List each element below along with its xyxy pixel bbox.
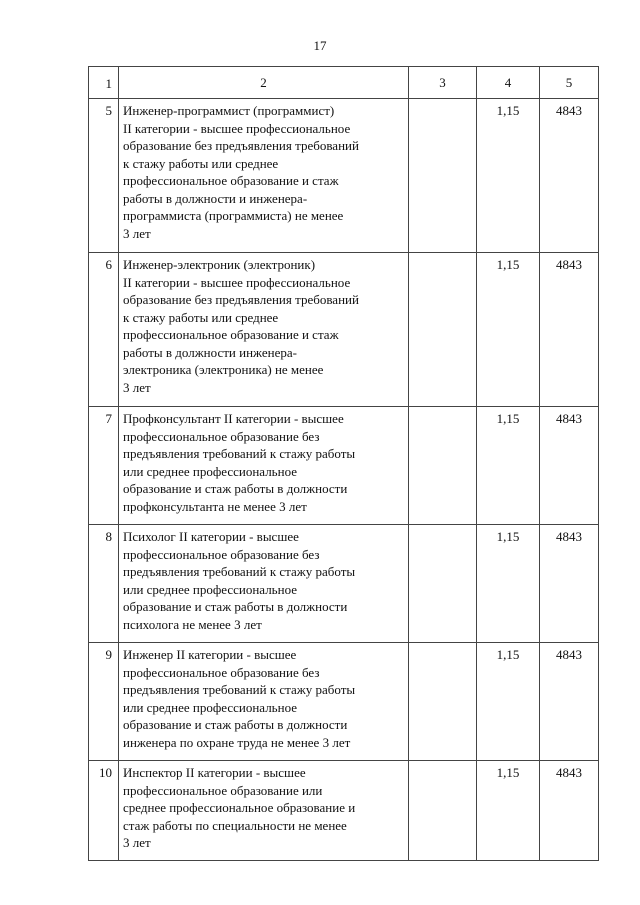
salary-cell: 4843	[540, 407, 599, 525]
coefficient-cell: 1,15	[477, 253, 540, 407]
row-number: 10	[89, 761, 119, 861]
coefficient-cell: 1,15	[477, 761, 540, 861]
salary-cell: 4843	[540, 643, 599, 761]
empty-cell	[409, 253, 477, 407]
table-header-row	[89, 67, 599, 99]
table-row	[89, 761, 599, 861]
empty-cell	[409, 761, 477, 861]
coefficient-cell: 1,15	[477, 99, 540, 253]
position-description: Профконсультант II категории - высшее профессиональное образование без предъявления требований к стажу работы или среднее профессиональное образование и стаж работы в должности профконсультанта не менее 3 лет	[119, 407, 409, 525]
salary-cell: 4843	[540, 525, 599, 643]
header-col-2: 2	[119, 67, 409, 99]
empty-cell	[409, 99, 477, 253]
coefficient-cell: 1,15	[477, 643, 540, 761]
page-number: 17	[313, 38, 327, 53]
header-col-1: 1	[89, 67, 119, 99]
row-number: 6	[89, 253, 119, 407]
table-row	[89, 253, 599, 407]
position-description: Инженер-электроник (электроник) II категории - высшее профессиональное образование без предъявления требований к стажу работы или среднее профессиональное образование и стаж работы в должности инженера- электроника (электроника) не менее 3 лет	[119, 253, 409, 407]
salary-cell: 4843	[540, 253, 599, 407]
position-description: Инспектор II категории - высшее профессиональное образование или среднее профессиональное образование и стаж работы по специальности не менее 3 лет	[119, 761, 409, 861]
salary-cell: 4843	[540, 99, 599, 253]
table-row	[89, 643, 599, 761]
header-col-3: 3	[409, 67, 477, 99]
position-description: Инженер-программист (программист) II категории - высшее профессиональное образование без предъявления требований к стажу работы или среднее профессиональное образование и стаж работы в должности и инженера- программиста (программиста) не менее 3 лет	[119, 99, 409, 253]
empty-cell	[409, 643, 477, 761]
header-col-4: 4	[477, 67, 540, 99]
table-row	[89, 99, 599, 253]
coefficient-cell: 1,15	[477, 525, 540, 643]
position-description: Психолог II категории - высшее профессиональное образование без предъявления требований к стажу работы или среднее профессиональное образование и стаж работы в должности психолога не менее 3 лет	[119, 525, 409, 643]
row-number: 9	[89, 643, 119, 761]
table-row	[89, 407, 599, 525]
header-col-5: 5	[540, 67, 599, 99]
positions-table	[88, 66, 599, 861]
row-number: 5	[89, 99, 119, 253]
table-row	[89, 525, 599, 643]
empty-cell	[409, 407, 477, 525]
position-description: Инженер II категории - высшее профессиональное образование без предъявления требований к стажу работы или среднее профессиональное образование и стаж работы в должности инженера по охране труда не менее 3 лет	[119, 643, 409, 761]
row-number: 8	[89, 525, 119, 643]
empty-cell	[409, 525, 477, 643]
row-number: 7	[89, 407, 119, 525]
salary-cell: 4843	[540, 761, 599, 861]
coefficient-cell: 1,15	[477, 407, 540, 525]
